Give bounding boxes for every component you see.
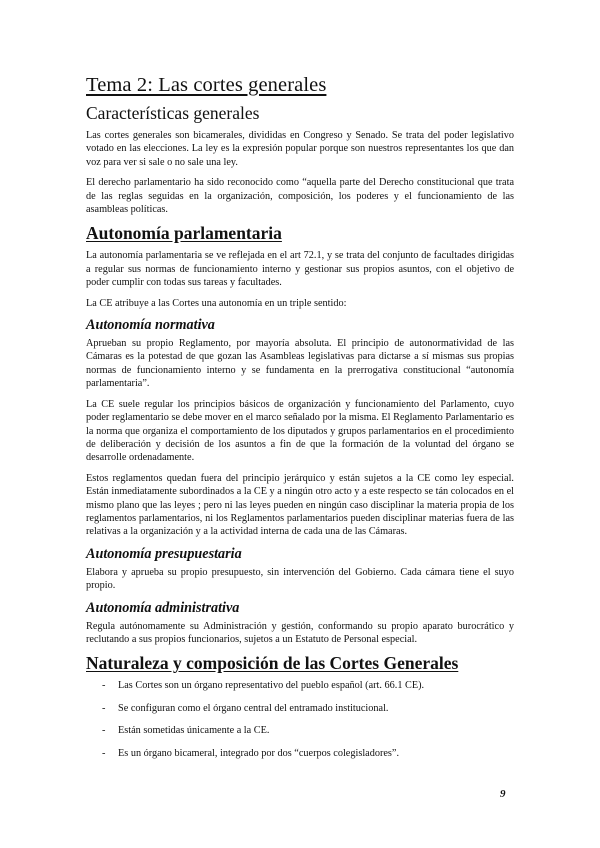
section-administrativa [86, 600, 514, 647]
list-item [86, 724, 514, 737]
heading-autonomia: Autonomía parlamentaria [86, 223, 282, 244]
heading-normativa: Autonomía normativa [86, 317, 215, 334]
page-title: Tema 2: Las cortes generales [86, 74, 327, 96]
paragraph: La CE atribuye a las Cortes una autonomía en un triple sentido: [86, 297, 347, 309]
list-item [86, 702, 514, 715]
dash-bullet: - [102, 747, 106, 759]
heading-presupuestaria: Autonomía presupuestaria [86, 545, 242, 562]
dash-bullet: - [102, 725, 106, 737]
paragraph: Aprueban su propio Reglamento, por mayoría absoluta. El principio de autonormatividad de las Cámaras es la potestad de que gozan las Asambleas legislativas para dictarse a sí mismas sus propias normas de funcionamiento interno y se fundamenta en la prerrogativa constitucional “autonomía parlamentaria”. [86, 338, 514, 390]
paragraph: Las cortes generales son bicamerales, divididas en Congreso y Senado. Se trata del poder legislativo votado en las elecciones. La ley es la expresión popular porque son nuestros representantes los que dan voz para ver si sale o no sale una ley. [86, 130, 514, 168]
section-presupuestaria [86, 546, 514, 593]
section-naturaleza [86, 653, 514, 760]
bullet-list [86, 679, 514, 760]
list-item-text: Las Cortes son un órgano representativo del pueblo español (art. 66.1 CE). [118, 680, 425, 692]
section-autonomia [86, 223, 514, 310]
list-item-text: Es un órgano bicameral, integrado por dos “cuerpos colegisladores”. [118, 747, 400, 759]
heading-caracteristicas: Características generales [86, 103, 260, 123]
list-item [86, 679, 514, 692]
heading-naturaleza: Naturaleza y composición de las Cortes Generales [86, 653, 459, 674]
list-item-text: Se configuran como el órgano central del entramado institucional. [118, 702, 389, 714]
list-item-text: Están sometidas únicamente a la CE. [118, 725, 270, 737]
dash-bullet: - [102, 702, 106, 714]
paragraph: Elabora y aprueba su propio presupuesto, sin intervención del Gobierno. Cada cámara tiene el suyo propio. [86, 566, 514, 592]
section-caracteristicas [86, 103, 514, 216]
paragraph: Estos reglamentos quedan fuera del principio jerárquico y están sujetos a la CE como ley especial. Están inmediatamente subordinados a la CE y a ningún otro acto y a este respecto se tán colocados en el mismo plano que las leyes ; pero ni las leyes pueden en ningún caso disciplinar la materia propia de los reglamentos parlamentarios, ni los Reglamentos parlamentarios pueden disciplinar materias fuera de las relativas a la organización y a la actividad interna de cada una de las Cámaras. [86, 472, 514, 538]
paragraph: Regula autónomamente su Administración y gestión, conformando su propio aparato burocrático y reclutando a sus propios funcionarios, sujetos a un Estatuto de Personal especial. [86, 620, 514, 645]
heading-administrativa: Autonomía administrativa [86, 599, 240, 616]
page-content [86, 74, 514, 769]
page-number: 9 [500, 788, 506, 800]
paragraph: El derecho parlamentario ha sido reconocido como “aquella parte del Derecho constitucional que trata de las reglas seguidas en la organización, composición, los poderes y el funcionamiento de las asambleas políticas. [86, 177, 514, 216]
paragraph: La CE suele regular los principios básicos de organización y funcionamiento del Parlamento, cuyo poder reglamentario se debe mover en el marco señalado por la misma. El Reglamento Parlamentario es la norma que organiza el comportamiento de los diputados y grupos parlamentarios en el procedimiento de deliberación y decisión de los asuntos a fin de que la formación de la voluntad del órgano se desarrolle ordenadamente. [86, 398, 514, 464]
list-item [86, 747, 514, 760]
dash-bullet: - [102, 680, 106, 692]
paragraph: La autonomía parlamentaria se ve reflejada en el art 72.1, y se trata del conjunto de facultades dirigidas a regular sus normas de funcionamiento interno y gestionar sus propios asuntos, con el objetivo de poder cumplir con todas sus tareas y facultades. [86, 250, 514, 289]
section-normativa [86, 317, 514, 539]
